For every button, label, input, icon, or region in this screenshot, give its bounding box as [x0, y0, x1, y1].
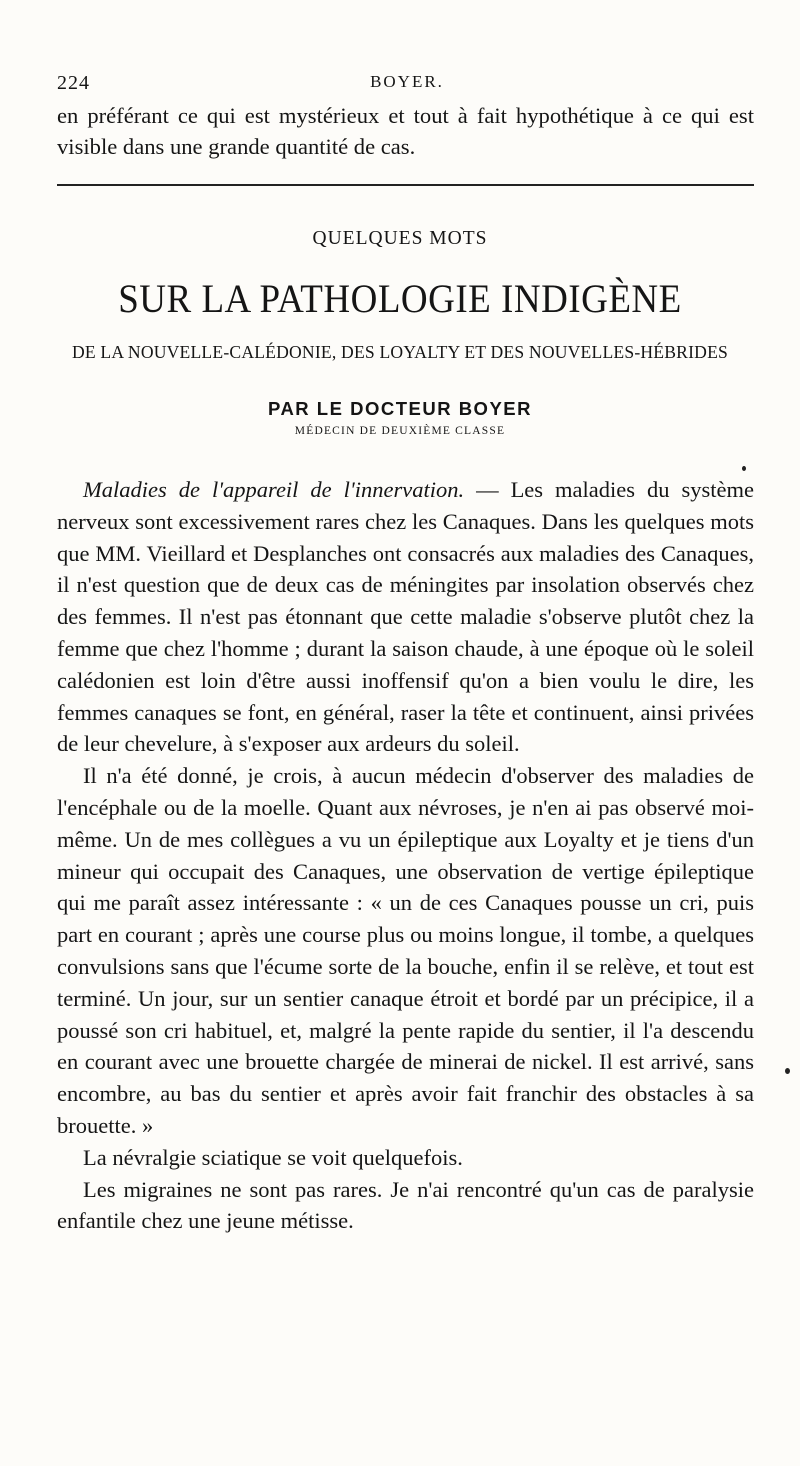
paragraph: Il n'a été donné, je crois, à aucun médecin d'observer des maladies de l'encéphale ou de la moelle. Quant aux névroses, je n'en ai pas observé moi-même. Un de mes collègues a vu un épileptique aux Loyalty et je tiens d'un mineur qui occupait des Canaques, une observation de vertige épileptique qui me paraît assez intéressante : « un de ces Canaques pousse un cri, puis part en courant ; après une course plus ou moins longue, il tombe, a quelques convulsions sans que l'écume sorte de la bouche, enfin il se relève, et tout est terminé. Un jour, sur un sentier canaque étroit et bordé par un précipice, il a poussé son cri habituel, et, malgré la pente rapide du sentier, il l'a descendu en courant avec une brouette chargée de minerai de nickel. Il est arrivé, sans encombre, au bas du sentier et après avoir fait franchir des obstacles à sa brouette. » [57, 763, 754, 1138]
article-author: PAR LE DOCTEUR BOYER [267, 398, 532, 419]
continued-text [57, 100, 754, 162]
article-subtitle: DE LA NOUVELLE-CALÉDONIE, DES LOYALTY ET DES NOUVELLES-HÉBRIDES [71, 342, 728, 362]
article-heading-small: QUELQUES MOTS [312, 228, 488, 249]
running-title: BOYER. [370, 72, 444, 91]
section-divider [57, 184, 754, 186]
article-title: SUR LA PATHOLOGIE INDIGÈNE [118, 276, 682, 323]
print-speck [785, 1068, 790, 1074]
paragraph: La névralgie sciatique se voit quelquefois. [83, 1144, 463, 1170]
running-head [57, 72, 757, 98]
print-speck [742, 466, 746, 471]
page-number: 224 [57, 72, 90, 94]
intro-paragraph: en préférant ce qui est mystérieux et tout à fait hypothétique à ce qui est visible dans une grande quantité de cas. [57, 103, 754, 159]
paragraph: Les migraines ne sont pas rares. Je n'ai rencontré qu'un cas de paralysie enfantile chez une jeune métisse. [57, 1176, 754, 1234]
article-body [57, 474, 754, 1237]
author-title: MÉDECIN DE DEUXIÈME CLASSE [294, 425, 506, 437]
paragraph [57, 474, 754, 760]
paragraph-text: — Les maladies du système nerveux sont excessivement rares chez les Canaques. Dans les quelques mots que MM. Vieillard et Desplanches ont consacrés aux maladies des Canaques, il n'est question que de deux cas de méningites par insolation observés chez des femmes. Il n'est pas étonnant que cette maladie s'observe plutôt chez la femme que chez l'homme ; durant la saison chaude, à une époque où le soleil calédonien est loin d'être aussi inoffensif qu'on a bien voulu le dire, les femmes canaques se font, en général, raser la tête et continuent, ainsi privées de leur chevelure, à s'exposer aux ardeurs du soleil. [57, 477, 754, 757]
section-title: Maladies de l'appareil de l'innervation. [83, 477, 465, 502]
